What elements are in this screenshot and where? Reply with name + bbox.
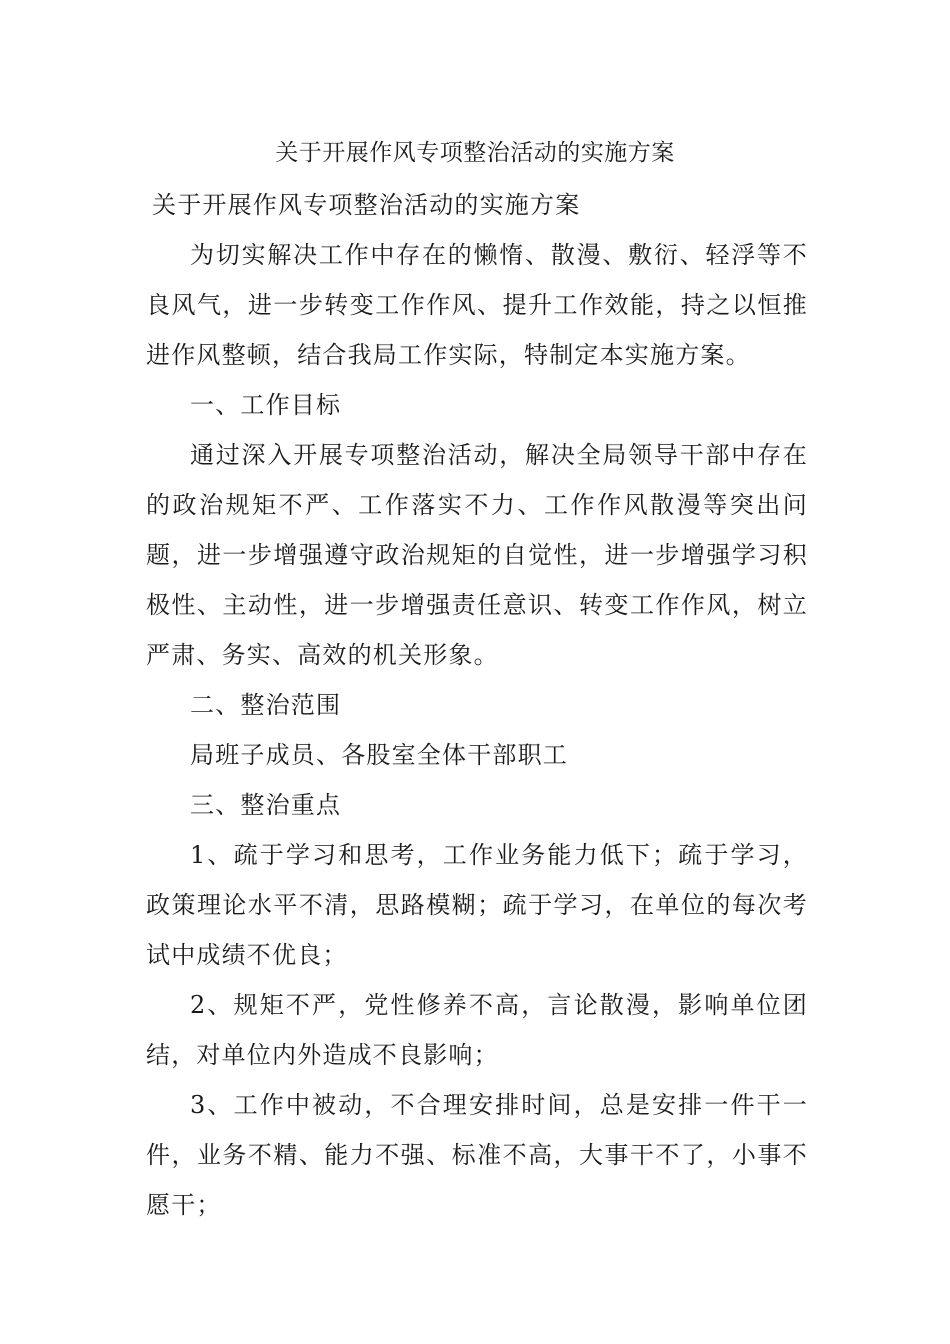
intro-paragraph: 为切实解决工作中存在的懒惰、散漫、敷衍、轻浮等不良风气，进一步转变工作作风、提升工作效能，持之以恒推进作风整顿，结合我局工作实际，特制定本实施方案。 <box>146 241 808 369</box>
focus-item-2: 2、规矩不严，党性修养不高，言论散漫，影响单位团结，对单位内外造成不良影响； <box>146 991 808 1069</box>
focus-item-1: 1、疏于学习和思考，工作业务能力低下；疏于学习，政策理论水平不清，思路模糊；疏于学习，在单位的每次考试中成绩不优良； <box>146 841 808 969</box>
section-body-scope: 局班子成员、各股室全体干部职工 <box>190 741 568 769</box>
section-heading-focus: 三、整治重点 <box>190 791 342 819</box>
section-body-goals: 通过深入开展专项整治活动，解决全局领导干部中存在的政治规矩不严、工作落实不力、工作作风散漫等突出问题，进一步增强遵守政治规矩的自觉性，进一步增强学习积极性、主动性，进一步增强责任意识、转变工作作风，树立严肃、务实、高效的机关形象。 <box>146 441 808 669</box>
focus-item-3: 3、工作中被动，不合理安排时间，总是安排一件干一件，业务不精、能力不强、标准不高，大事干不了，小事不愿干； <box>146 1091 808 1219</box>
document-title: 关于开展作风专项整治活动的实施方案 <box>275 140 675 166</box>
section-heading-goals: 一、工作目标 <box>190 391 342 419</box>
document-subtitle: 关于开展作风专项整治活动的实施方案 <box>152 191 581 219</box>
document-body <box>146 180 808 1230</box>
section-heading-scope: 二、整治范围 <box>190 691 342 719</box>
